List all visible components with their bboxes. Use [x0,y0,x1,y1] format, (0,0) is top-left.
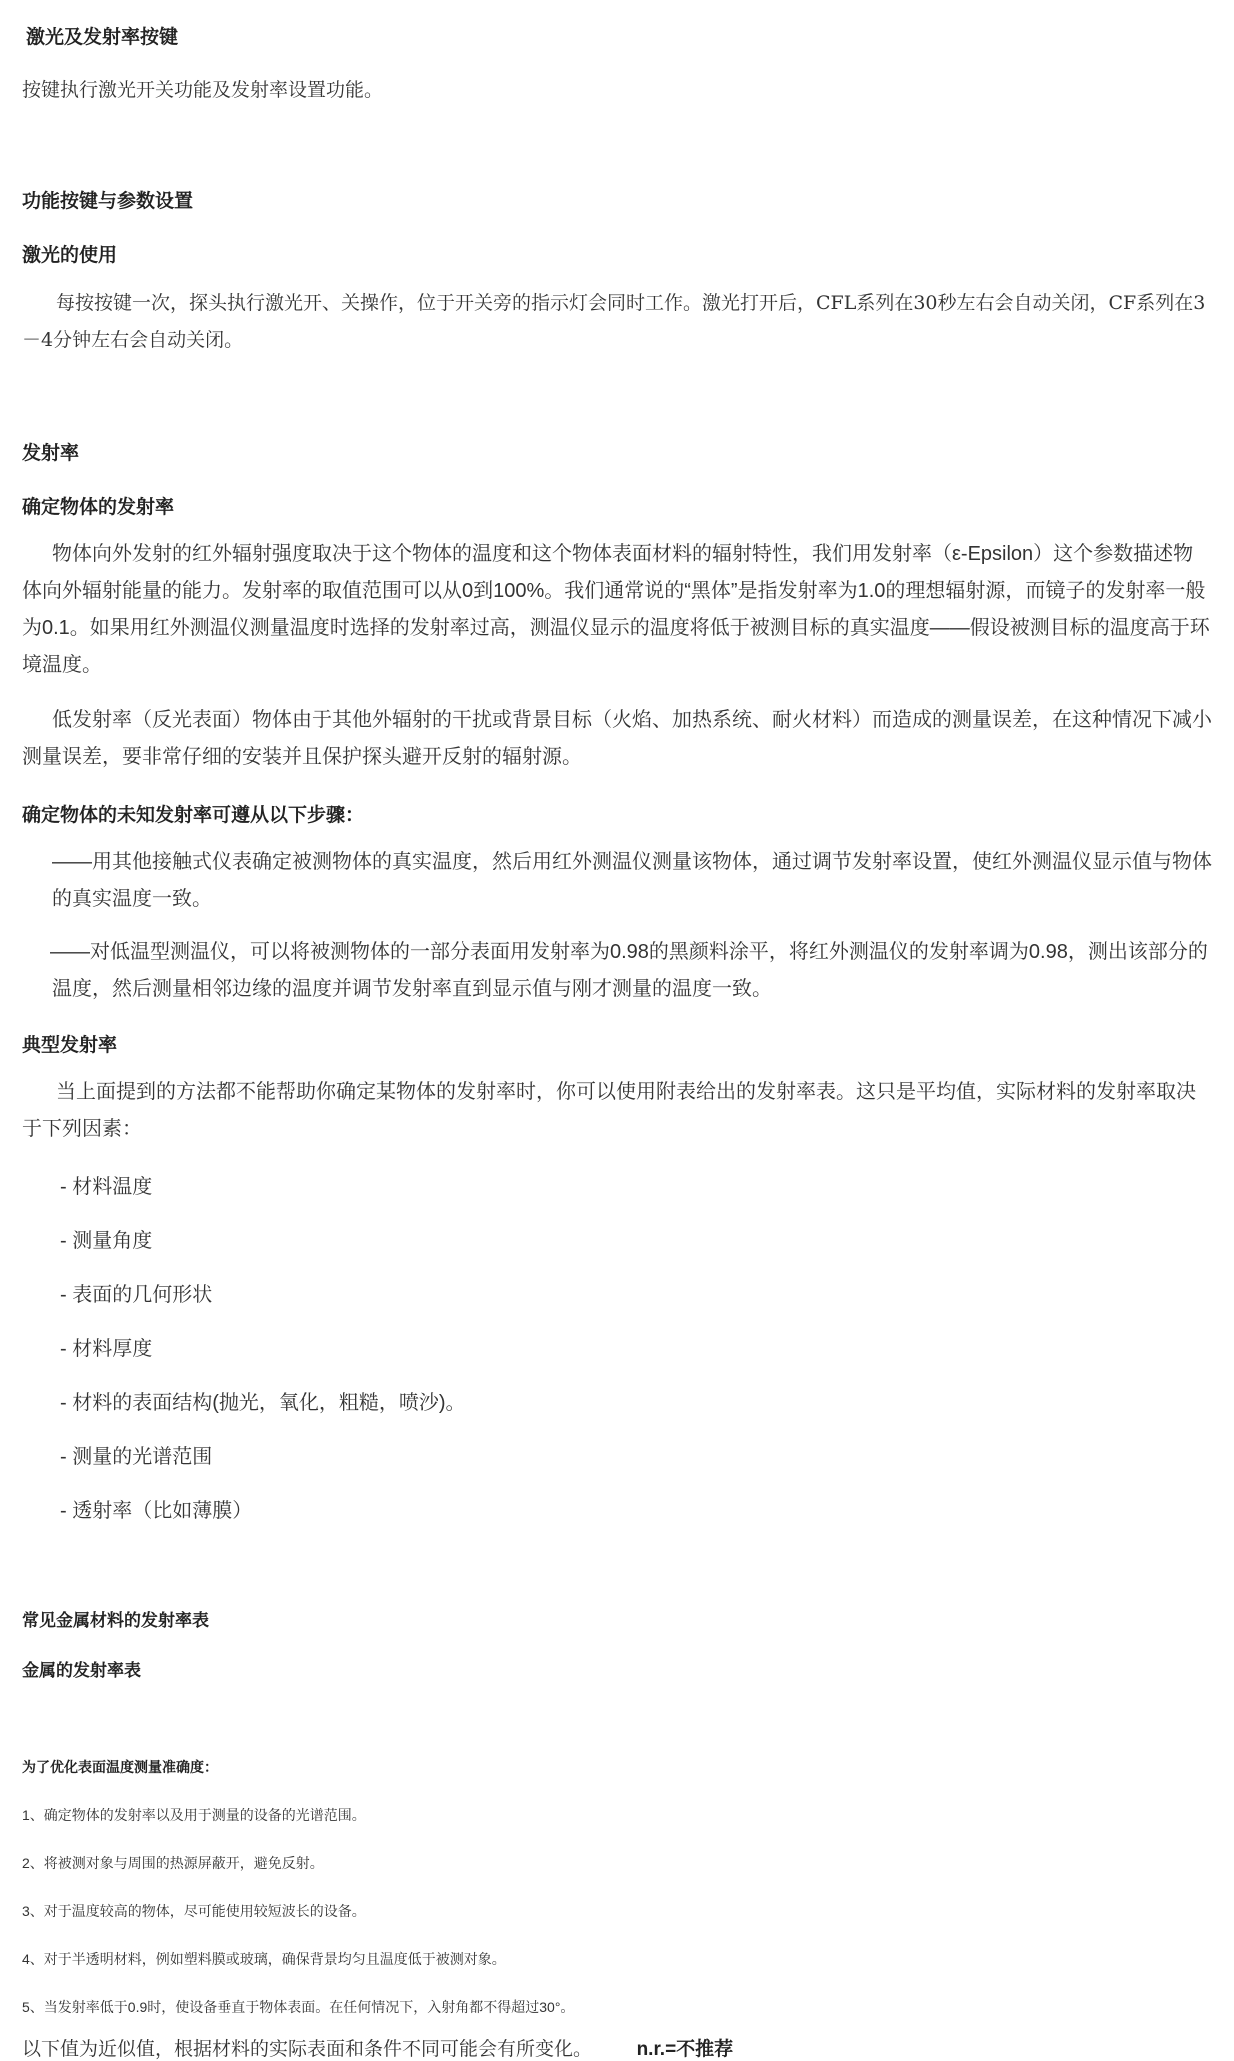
tip-item: 3、对于温度较高的物体，尽可能使用较短波长的设备。 [22,1903,366,1919]
tip-item: 2、将被测对象与周围的热源屏蔽开，避免反射。 [22,1855,324,1871]
list-item: - 测量角度 [60,1230,153,1252]
heading-function-keys: 功能按键与参数设置 [22,190,194,212]
paragraph-low-emissivity: 低发射率（反光表面）物体由于其他外辐射的干扰或背景目标（火焰、加热系统、耐火材料）而造成的测量误差，在这种情况下减小测量误差，要非常仔细的安装并且保护探头避开反射的辐射源。 [22,709,1212,768]
paragraph-emissivity-definition: 物体向外发射的红外辐射强度取决于这个物体的温度和这个物体表面材料的辐射特性，我们用发射率（ε-Epsilon）这个参数描述物体向外辐射能量的能力。发射率的取值范围可以从0到100%。我们通常说的“黑体”是指发射率为1.0的理想辐射源，而镜子的发射率一般为0.1。如果用红外测温仪测量温度时选择的发射率过高，测温仪显示的温度将低于被测目标的真实温度——假设被测目标的温度高于环境温度。 [22,543,1210,676]
heading-emissivity: 发射率 [22,442,80,464]
footnote-nr: n.r.=不推荐 [636,2039,734,2060]
tip-item: 1、确定物体的发射率以及用于测量的设备的光谱范围。 [22,1807,366,1823]
list-item: - 材料的表面结构(抛光，氧化，粗糙，喷沙)。 [60,1392,466,1414]
paragraph-key-function: 按键执行激光开关功能及发射率设置功能。 [22,79,384,101]
step-black-paint: ——对低温型测温仪，可以将被测物体的一部分表面用发射率为0.98的黑颜料涂平，将红外测温仪的发射率调为0.98，测出该部分的温度，然后测量相邻边缘的温度并调节发射率直到显示值与刚才测量的温度一致。 [50,941,1208,1000]
paragraph-laser-use: 每按按键一次，探头执行激光开、关操作，位于开关旁的指示灯会同时工作。激光打开后，CFL系列在30秒左右会自动关闭，CF系列在3－4分钟左右会自动关闭。 [22,292,1206,351]
list-item: - 材料厚度 [60,1338,153,1360]
list-item: - 表面的几何形状 [60,1284,213,1306]
footnote [22,2034,1212,2061]
list-item: - 测量的光谱范围 [60,1446,213,1468]
paragraph-typical-emissivity: 当上面提到的方法都不能帮助你确定某物体的发射率时，你可以使用附表给出的发射率表。这只是平均值，实际材料的发射率取决于下列因素： [22,1081,1196,1140]
heading-metal-emissivity-table: 常见金属材料的发射率表 [22,1611,209,1630]
step-contact-thermometer: ——用其他接触式仪表确定被测物体的真实温度，然后用红外测温仪测量该物体，通过调节发射率设置，使红外测温仪显示值与物体的真实温度一致。 [52,851,1212,910]
heading-unknown-emissivity-steps: 确定物体的未知发射率可遵从以下步骤： [22,804,365,826]
heading-typical-emissivity: 典型发射率 [22,1034,118,1056]
list-item: - 透射率（比如薄膜） [60,1500,253,1522]
heading-determine-emissivity: 确定物体的发射率 [22,496,175,518]
heading-metal-emissivity: 金属的发射率表 [22,1661,141,1680]
heading-laser-use: 激光的使用 [22,244,118,266]
tip-item: 4、对于半透明材料，例如塑料膜或玻璃，确保背景均匀且温度低于被测对象。 [22,1951,506,1967]
heading-optimize-accuracy: 为了优化表面温度测量准确度： [22,1759,218,1775]
footnote-text: 以下值为近似值，根据材料的实际表面和条件不同可能会有所变化。 [22,2039,593,2060]
tip-item: 5、当发射率低于0.9时，使设备垂直于物体表面。在任何情况下，入射角都不得超过30°。 [22,1999,575,2015]
list-item: - 材料温度 [60,1176,153,1198]
heading-laser-emissivity-keys: 激光及发射率按键 [26,26,179,48]
